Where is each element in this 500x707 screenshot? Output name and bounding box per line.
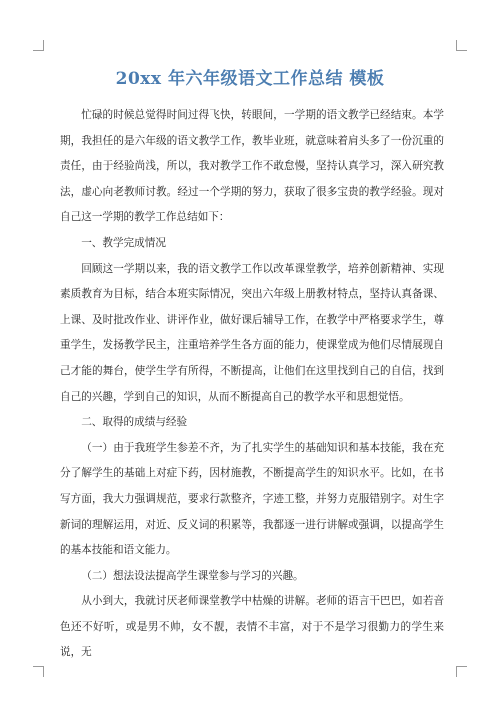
title-text: 年六年级语文工作总结 模板 <box>161 69 385 89</box>
crop-mark-top-left <box>33 40 44 51</box>
crop-mark-bottom-right <box>456 666 467 677</box>
section-heading-2: 二、取得的成绩与经验 <box>81 416 188 429</box>
title-year: 20xx <box>115 69 162 89</box>
section-heading-1: 一、教学完成情况 <box>81 236 166 249</box>
crop-mark-bottom-left <box>33 666 44 677</box>
paragraph-subsection-1: （一）由于我班学生参差不齐，为了扎实学生的基础知识和基本技能，我在充分了解学生的基础上对症下药，因材施教，不断提高学生的知识水平。比如，在书写方面，我大力强调规范，要求行款整齐，字迹工整，并努力克服错别字。对生字新词的理解运用，对近、反义词的积累等，我都逐一进行讲解或强调，以提高学生的基本技能和语文能力。 <box>60 441 444 557</box>
document-body <box>60 103 444 666</box>
paragraph-intro: 忙碌的时候总觉得时间过得飞快，转眼间，一学期的语文教学已经结束。本学期，我担任的是六年级的语文教学工作，教毕业班，就意味着肩头多了一份沉重的责任，由于经验尚浅，所以，我对教学工作不敢怠慢，坚持认真学习，深入研究教法，虚心向老教师讨教。经过一个学期的努力，获取了很多宝贵的教学经验。现对自己这一学期的教学工作总结如下： <box>60 109 444 224</box>
subsection-heading-2: （二）想法设法提高学生课堂参与学习的兴趣。 <box>81 569 304 582</box>
crop-mark-top-right <box>456 40 467 51</box>
paragraph-section-1: 回顾这一学期以来，我的语文教学工作以改革课堂教学，培养创新精神、实现素质教育为目标，结合本班实际情况，突出六年级上册教材特点，坚持认真备课、上课、及时批改作业、讲评作业，做好课后辅导工作，在教学中严格要求学生，尊重学生，发扬教学民主，注重培养学生各方面的能力，使课堂成为他们尽情展现自己才能的舞台，使学生学有所得，不断提高，让他们在这里找到自己的自信，找到自己的兴趣，学到自己的知识，从而不断提高自己的教学水平和思想觉悟。 <box>60 262 444 403</box>
document-title <box>0 64 500 89</box>
paragraph-subsection-2: 从小到大，我就讨厌老师课堂教学中枯燥的讲解。老师的语言干巴巴，如若音色还不好听，或是男不帅，女不靓，表情不丰富，对于不是学习很勤力的学生来说，无 <box>60 595 444 659</box>
